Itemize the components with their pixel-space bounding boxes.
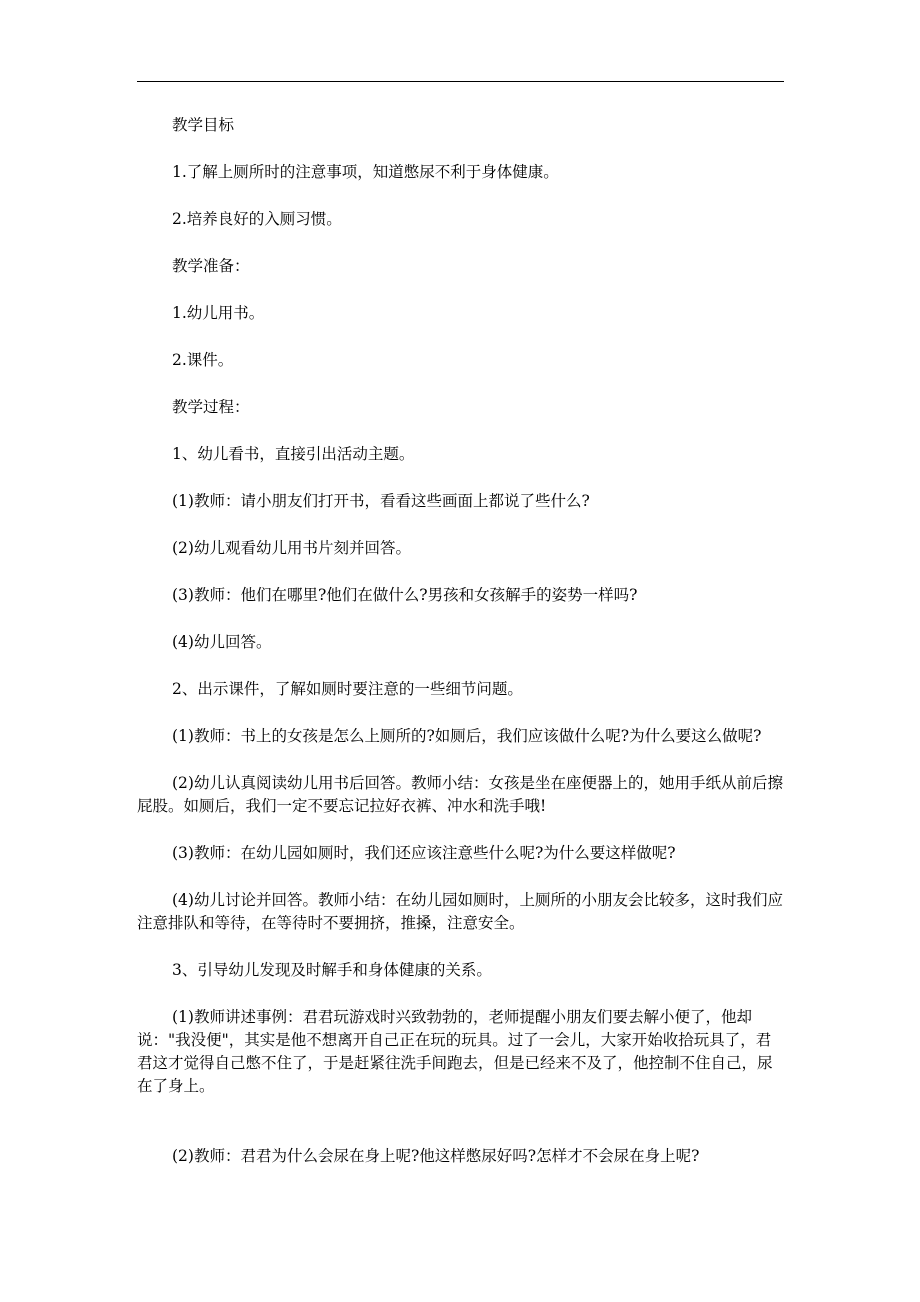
paragraph: (2)教师：君君为什么会尿在身上呢?他这样憋尿好吗?怎样才不会尿在身上呢?	[172, 1147, 700, 1165]
section-heading-process: 教学过程：	[172, 398, 250, 416]
paragraph: 1.了解上厕所时的注意事项，知道憋尿不利于身体健康。	[172, 163, 559, 181]
paragraph: (1)教师：请小朋友们打开书，看看这些画面上都说了些什么?	[172, 492, 590, 510]
paragraph: 2.课件。	[172, 351, 234, 369]
step-heading-3: 3、引导幼儿发现及时解手和身体健康的关系。	[172, 961, 492, 979]
section-heading-preparation: 教学准备：	[172, 257, 250, 275]
step-heading-2: 2、出示课件，了解如厕时要注意的一些细节问题。	[172, 680, 523, 698]
header-rule	[137, 81, 784, 82]
paragraph: (3)教师：他们在哪里?他们在做什么?男孩和女孩解手的姿势一样吗?	[172, 586, 638, 604]
paragraph: (4)幼儿讨论并回答。教师小结：在幼儿园如厕时，上厕所的小朋友会比较多，这时我们应注意排队和等待，在等待时不要拥挤，推搡，注意安全。	[137, 891, 783, 932]
paragraph: (1)教师讲述事例：君君玩游戏时兴致勃勃的，老师提醒小朋友们要去解小便了，他却说："我没便"，其实是他不想离开自己正在玩的玩具。过了一会儿，大家开始收拾玩具了，君君这才觉得自己憋不住了，于是赶紧往洗手间跑去，但是已经来不及了，他控制不住自己，尿在了身上。	[137, 1008, 773, 1095]
paragraph: 2.培养良好的入厕习惯。	[172, 210, 342, 228]
step-heading-1: 1、幼儿看书，直接引出活动主题。	[172, 445, 415, 463]
paragraph: 1.幼儿用书。	[172, 304, 265, 322]
paragraph: (3)教师：在幼儿园如厕时，我们还应该注意些什么呢?为什么要这样做呢?	[172, 844, 676, 862]
paragraph: (1)教师：书上的女孩是怎么上厕所的?如厕后，我们应该做什么呢?为什么要这么做呢?	[172, 727, 762, 745]
section-heading-objectives: 教学目标	[172, 116, 235, 134]
paragraph: (4)幼儿回答。	[172, 633, 272, 651]
paragraph: (2)幼儿观看幼儿用书片刻并回答。	[172, 539, 411, 557]
paragraph: (2)幼儿认真阅读幼儿用书后回答。教师小结：女孩是坐在座便器上的，她用手纸从前后擦屁股。如厕后，我们一定不要忘记拉好衣裤、冲水和洗手哦!	[137, 774, 783, 815]
